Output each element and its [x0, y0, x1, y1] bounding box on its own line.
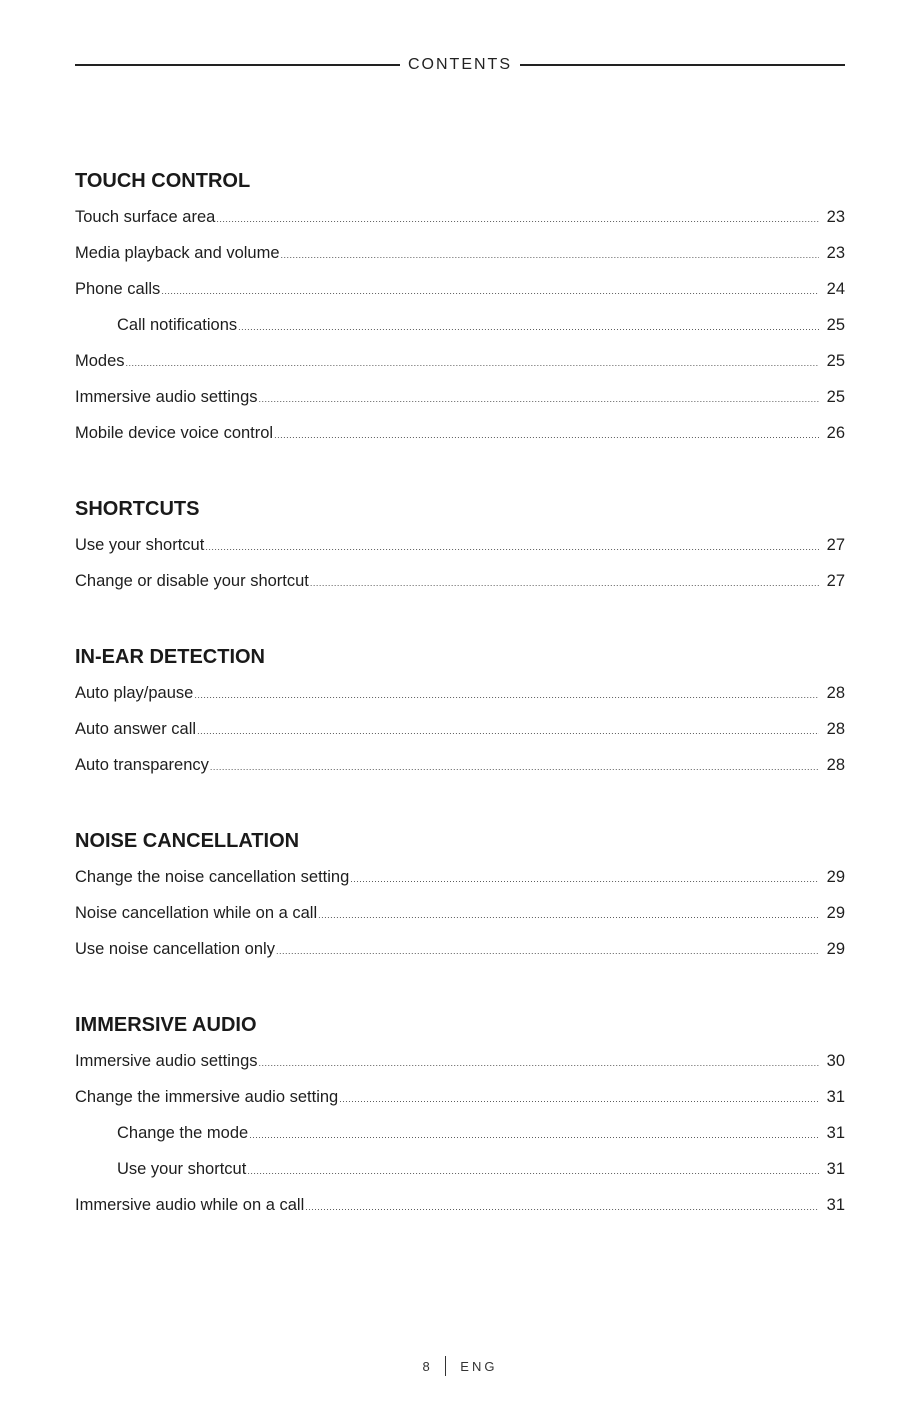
dot-leader	[274, 417, 819, 453]
entry-page-number: 28	[826, 756, 845, 774]
entry-page-number: 28	[826, 720, 845, 738]
entry-page-number: 25	[826, 352, 845, 370]
toc-entry[interactable]	[75, 1187, 845, 1223]
entry-label: Auto transparency	[75, 756, 209, 774]
entry-label: Immersive audio settings	[75, 1052, 258, 1070]
dot-leader	[247, 1153, 819, 1189]
entry-label: Change or disable your shortcut	[75, 572, 309, 590]
entry-label: Modes	[75, 352, 125, 370]
toc-entry[interactable]	[75, 931, 845, 967]
toc-entry[interactable]	[75, 895, 845, 931]
toc-entry[interactable]	[75, 271, 845, 307]
entry-label: Auto answer call	[75, 720, 197, 738]
entry-page-number: 31	[826, 1196, 845, 1214]
toc-entry[interactable]	[75, 859, 845, 895]
dot-leader	[210, 749, 819, 785]
page-footer	[0, 1356, 920, 1376]
footer-divider	[445, 1356, 447, 1376]
entry-page-number: 29	[826, 904, 845, 922]
entry-page-number: 27	[826, 536, 845, 554]
contents-header	[75, 55, 845, 75]
entry-page-number: 25	[826, 388, 845, 406]
header-rule-right	[520, 64, 845, 66]
entry-page-number: 27	[826, 572, 845, 590]
section-heading: IN-EAR DETECTION	[75, 646, 265, 668]
toc-entry[interactable]	[75, 307, 845, 343]
entry-label: Immersive audio while on a call	[75, 1196, 305, 1214]
toc-entry[interactable]	[75, 415, 845, 451]
section-heading: NOISE CANCELLATION	[75, 830, 300, 852]
contents-title: CONTENTS	[408, 56, 512, 73]
table-of-contents	[75, 163, 845, 1263]
entry-label: Auto play/pause	[75, 684, 194, 702]
entry-label: Noise cancellation while on a call	[75, 904, 318, 922]
toc-entry[interactable]	[75, 711, 845, 747]
entry-page-number: 24	[826, 280, 845, 298]
toc-entry[interactable]	[75, 1115, 845, 1151]
toc-entry[interactable]	[75, 1151, 845, 1187]
dot-leader	[194, 677, 819, 713]
entry-page-number: 23	[826, 244, 845, 262]
entry-page-number: 26	[826, 424, 845, 442]
entry-page-number: 31	[826, 1124, 845, 1142]
toc-entry[interactable]	[75, 379, 845, 415]
entry-label: Touch surface area	[75, 208, 216, 226]
dot-leader	[126, 345, 819, 381]
dot-leader	[310, 565, 819, 601]
entry-label: Change the mode	[117, 1124, 249, 1142]
dot-leader	[259, 381, 820, 417]
toc-entry[interactable]	[75, 1079, 845, 1115]
toc-entry[interactable]	[75, 1043, 845, 1079]
toc-entry[interactable]	[75, 527, 845, 563]
entry-page-number: 29	[826, 868, 845, 886]
dot-leader	[350, 861, 819, 897]
section-heading: TOUCH CONTROL	[75, 170, 251, 192]
dot-leader	[205, 529, 819, 565]
dot-leader	[276, 933, 819, 969]
dot-leader	[339, 1081, 819, 1117]
toc-section	[75, 823, 845, 967]
dot-leader	[197, 713, 819, 749]
toc-entry[interactable]	[75, 343, 845, 379]
entry-label: Use noise cancellation only	[75, 940, 275, 958]
toc-section	[75, 639, 845, 783]
dot-leader	[259, 1045, 820, 1081]
entry-label: Use your shortcut	[117, 1160, 247, 1178]
language-label: ENG	[460, 1358, 498, 1374]
dot-leader	[305, 1189, 819, 1225]
toc-section	[75, 163, 845, 451]
entry-page-number: 31	[826, 1160, 845, 1178]
entry-page-number: 31	[826, 1088, 845, 1106]
toc-entry[interactable]	[75, 235, 845, 271]
section-heading: SHORTCUTS	[75, 498, 200, 520]
entry-page-number: 25	[826, 316, 845, 334]
dot-leader	[281, 237, 819, 273]
entry-label: Change the noise cancellation setting	[75, 868, 350, 886]
section-heading: IMMERSIVE AUDIO	[75, 1014, 257, 1036]
entry-label: Media playback and volume	[75, 244, 280, 262]
entry-label: Immersive audio settings	[75, 388, 258, 406]
entry-page-number: 28	[826, 684, 845, 702]
dot-leader	[318, 897, 819, 933]
toc-entry[interactable]	[75, 675, 845, 711]
entry-page-number: 23	[826, 208, 845, 226]
entry-label: Call notifications	[117, 316, 238, 334]
header-rule-left	[75, 64, 400, 66]
dot-leader	[249, 1117, 819, 1153]
toc-entry[interactable]	[75, 563, 845, 599]
entry-label: Phone calls	[75, 280, 161, 298]
entry-label: Mobile device voice control	[75, 424, 274, 442]
entry-page-number: 30	[826, 1052, 845, 1070]
entry-label: Change the immersive audio setting	[75, 1088, 339, 1106]
dot-leader	[161, 273, 819, 309]
dot-leader	[216, 201, 819, 237]
toc-entry[interactable]	[75, 199, 845, 235]
entry-label: Use your shortcut	[75, 536, 205, 554]
toc-entry[interactable]	[75, 747, 845, 783]
toc-section	[75, 491, 845, 599]
entry-page-number: 29	[826, 940, 845, 958]
dot-leader	[238, 309, 819, 345]
toc-section	[75, 1007, 845, 1223]
page-number: 8	[422, 1358, 433, 1374]
